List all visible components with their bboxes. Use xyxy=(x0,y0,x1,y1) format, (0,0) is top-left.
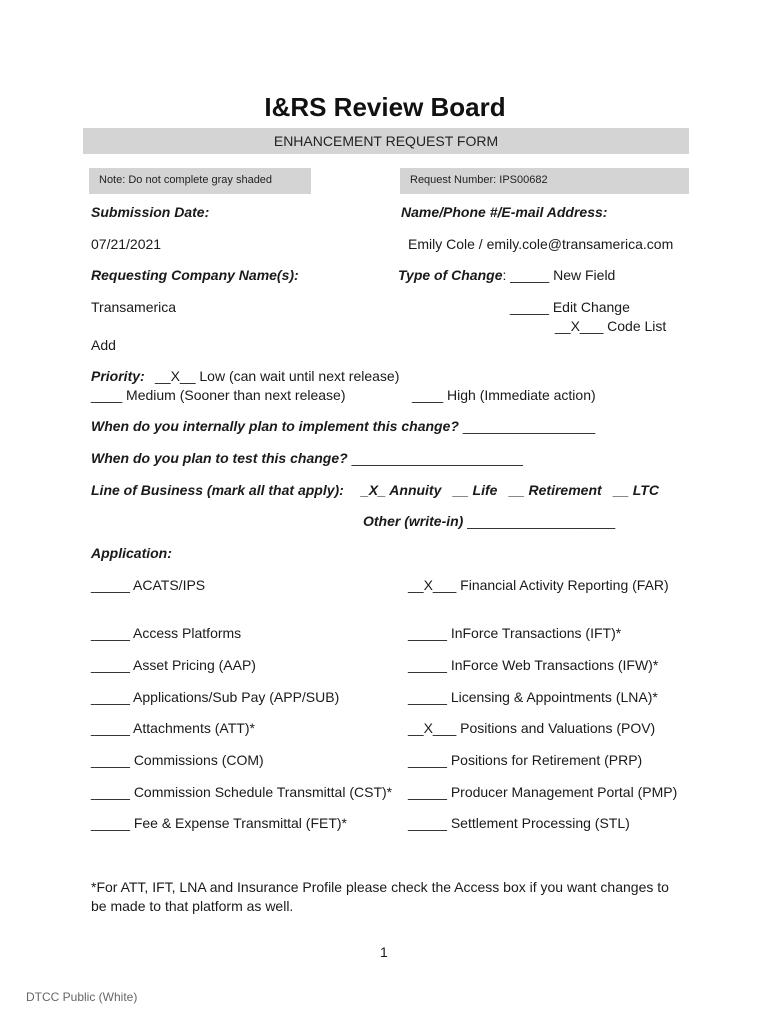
priority-label: Priority: xyxy=(91,368,145,384)
other-write-in xyxy=(363,513,615,529)
change-new-field: : _____ New Field xyxy=(502,267,616,283)
priority-high: ____ High (Immediate action) xyxy=(412,387,596,403)
line-of-business-label: Line of Business (mark all that apply): xyxy=(91,482,344,498)
form-subtitle: ENHANCEMENT REQUEST FORM xyxy=(83,128,689,154)
app-right-item: _____ Settlement Processing (STL) xyxy=(408,815,630,831)
line-of-business-options: _X_ Annuity __ Life __ Retirement __ LTC xyxy=(361,482,659,498)
company-value: Transamerica xyxy=(91,299,177,315)
page-title: I&RS Review Board xyxy=(264,92,506,122)
implement-blank: _________________ xyxy=(462,418,596,434)
app-left-item: _____ Fee & Expense Transmittal (FET)* xyxy=(91,815,347,831)
app-left-item: _____ Access Platforms xyxy=(91,625,242,641)
app-left-item: _____ Asset Pricing (AAP) xyxy=(91,657,256,673)
app-right-item: _____ InForce Transactions (IFT)* xyxy=(408,625,622,641)
page-number: 1 xyxy=(380,944,388,960)
submission-date-label: Submission Date: xyxy=(91,204,210,220)
test-label: When do you plan to test this change? xyxy=(91,450,348,466)
app-right-item: _____ Producer Management Portal (PMP) xyxy=(408,784,678,800)
company-label: Requesting Company Name(s): xyxy=(91,267,299,283)
test-blank: ______________________ xyxy=(351,450,523,466)
classification-label: DTCC Public (White) xyxy=(26,990,138,1004)
implement-label: When do you internally plan to implement this change? xyxy=(91,418,459,434)
other-blank: ___________________ xyxy=(467,513,616,529)
test-question xyxy=(91,450,523,466)
change-add: Add xyxy=(91,337,116,353)
request-number-box: Request Number: IPS00682 xyxy=(400,168,689,194)
other-label: Other (write-in) xyxy=(363,513,464,529)
change-type-row xyxy=(398,267,615,283)
app-right-item: __X___ Financial Activity Reporting (FAR) xyxy=(408,577,669,593)
change-edit: _____ Edit Change xyxy=(510,299,630,315)
note-box: Note: Do not complete gray shaded xyxy=(89,168,311,194)
app-right-item: _____ Positions for Retirement (PRP) xyxy=(408,752,643,768)
app-left-item: _____ ACATS/IPS xyxy=(91,577,206,593)
change-type-label: Type of Change xyxy=(398,267,503,283)
contact-value: Emily Cole / emily.cole@transamerica.com xyxy=(408,236,674,252)
implement-question xyxy=(91,418,595,434)
footnote-line-1: *For ATT, IFT, LNA and Insurance Profile please check the Access box if you want changes to xyxy=(91,879,669,895)
submission-date-value: 07/21/2021 xyxy=(91,236,162,252)
contact-label: Name/Phone #/E-mail Address: xyxy=(401,204,608,220)
priority-medium: ____ Medium (Sooner than next release) xyxy=(91,387,346,403)
app-left-item: _____ Applications/Sub Pay (APP/SUB) xyxy=(91,689,340,705)
priority-low: __X__ Low (can wait until next release) xyxy=(155,368,400,384)
app-right-item: __X___ Positions and Valuations (POV) xyxy=(408,720,656,736)
change-code-list: __X___ Code List xyxy=(555,318,667,334)
app-left-item: _____ Attachments (ATT)* xyxy=(91,720,255,736)
app-right-item: _____ InForce Web Transactions (IFW)* xyxy=(408,657,659,673)
application-label: Application: xyxy=(91,545,172,561)
app-left-item: _____ Commissions (COM) xyxy=(91,752,264,768)
app-right-item: _____ Licensing & Appointments (LNA)* xyxy=(408,689,658,705)
footnote-line-2: be made to that platform as well. xyxy=(91,898,294,914)
app-left-item: _____ Commission Schedule Transmittal (CST)* xyxy=(91,784,393,800)
